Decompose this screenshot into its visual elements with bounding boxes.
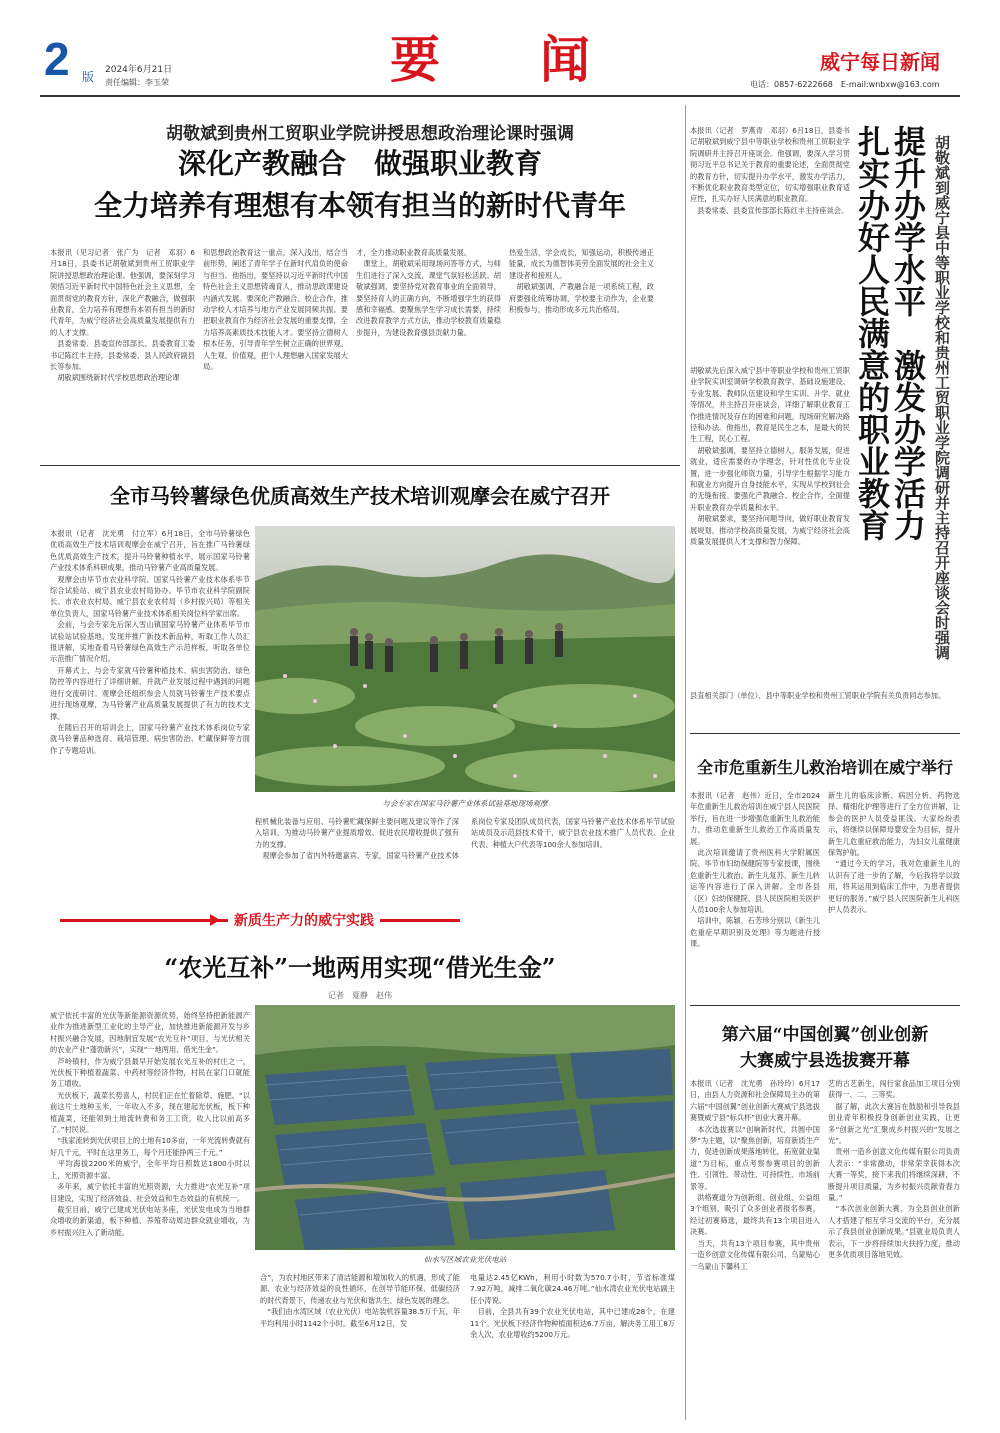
article-column-2: 艺的古艺新生、闯行家食品加工项目分别获得一、二、三等奖。 据了解，此次大赛旨在鼓励和引导我县创业青年积极投身创新创业实践，让更多“创新之光”汇聚成乡村振兴的“发展之光”。 贵州一造乡创意文化传媒有限公司负责人表示：“非常激动，非常荣幸获得本次大赛一等奖，接下来我们将继续深耕，不断提升项目质量，为乡村振兴贡献青春力量。” “本次创业创新大赛，为全县创业创新人才搭建了相互学习交流的平台，充分展示了我县创业创新成果。”县就业局负责人表示，下一步将持续加大扶持力度，推动更多优质项目落地见效。 bbox=[828, 1079, 960, 1260]
contact-info: 电话：0857-6222668 E-mail:wnbxw@163.com bbox=[750, 80, 940, 89]
article-closing-text: 县直相关部门（单位）、县中等职业学校和贵州工贸职业学院有关负责同志参加。 bbox=[690, 691, 946, 700]
potato-field-image bbox=[255, 526, 675, 792]
article-headline-2: 全力培养有理想有本领有担当的新时代青年 bbox=[93, 189, 626, 222]
article-headline: “农光互补”一地两用实现“借光生金” bbox=[164, 953, 556, 982]
article-lecture bbox=[40, 105, 680, 525]
article-column-1: 本报讯（记者 沈光勇 孙玲玲）6月17日，由县人力资源和社会保障局主办的第六届“中国创翼”创业创新大赛威宁县选拔赛暨威宁县“标兵杯”创业大赛开幕。 本次选拔赛以“创响新时代，共圆中国梦”为主题，以“聚焦创新，培育新质生产力，促进创新成果落地转化，拓宽就业渠道”为目标，重点考察参赛项目的创新性、引领性、带动性、可持续性、市场前景等。 洪格赛道分为创新组、创业组、公益组3个组别，吸引了众多创业者报名参赛，经过初赛筛选，最终共有13个项目进入决赛。 当天，共有13个项目参赛，其中贵州一造乡创意文化传媒有限公司、乌蒙贴心一乌蒙山下馨科工 bbox=[690, 1079, 820, 1271]
paper-name: 威宁每日新闻 bbox=[820, 50, 940, 74]
masthead-rule bbox=[40, 95, 960, 97]
article-lead-text: 本报讯（记者 罗燕青 邓羽）6月18日，县委书记胡敬斌到威宁县中等职业学校和贵州工贸职业学院调研并主持召开座谈会。他强调，要深入学习贯彻习近平总书记关于教育的重要论述，全面贯彻党的教育方针，切实提升办学水平，激发办学活力，不断优化职业教育类型定位，切实增强职业教育适应性，扎实办好人民满意的职业教育。 县委常委、县委宣传部部长陈红丰主持座谈会。 bbox=[690, 126, 850, 215]
article-column-3: 才，全力推动职业教育高质量发展。 课堂上，胡敬斌采用现场问答等方式，与师生们进行了深入交流，课堂气氛轻松活跃。胡敬斌强调，要坚持党对教育事业的全面领导，要坚持育人的正确方向，不断增强学生的获得感和幸福感。要聚焦学生学习成长需要，持续改进教育教学方式方法，推动学校教育质量稳步提升，为建设教育强县贡献力量。 bbox=[356, 248, 501, 337]
section-name: 要 闻 bbox=[390, 30, 590, 89]
article-column-2: 新生儿的临床诊断、病因分析、药物选择、精细化护理等进行了全方位讲解，让参会的医护人员受益匪浅。大家纷纷表示，将继续以保障母婴安全为目标，提升新生儿危重症救治能力，为妇女儿童健康保驾护航。 “通过今天的学习，我对危重新生儿的认识有了进一步的了解，今后我将学以致用，将其运用到临床工作中，为患者提供更好的服务。”威宁县人民医院新生儿科医护人员表示。 bbox=[828, 791, 960, 915]
solar-farm-photo bbox=[255, 1005, 675, 1250]
divider bbox=[40, 465, 680, 466]
article-body-mid: 合”，为农村地区带来了清洁能源和增加收入的机遇，形成了能源、农业与经济效益的良性循环，在创导节能环保、低碳经济的时代背景下，传递农业与光伏和谐共生、绿色发展的理念。 “我们由水湾区域（农业光伏）电站装机容量38.5万千瓦，年平均利用小时1142个小时。截至6月12日，发 bbox=[260, 1273, 460, 1328]
banner-label: 新质生产力的威宁实践 bbox=[228, 910, 380, 930]
potato-photo-caption: 与会专家在国家马铃薯产业体系试验基地现场观摩 bbox=[382, 799, 548, 808]
banner-arrow-icon bbox=[210, 914, 220, 926]
article-column-1: 本报讯（见习记者 张广为 记者 邓羽）6月18日，县委书记胡敬斌到贵州工贸职业学院讲授思想政治理论课。他强调，要深刻学习领悟习近平新时代中国特色社会主义思想，全面贯彻党的教育方针，深化产教融合，做强职业教育，全力培养有理想有本领有担当的新时代青年，为威宁经济社会高质量发展提供有力的人才支撑。 县委常委、县委宣传部部长、县委教育工委书记陈红丰主持，县委常委、县人民政府副县长等参加。 胡敬斌围绕新时代学校思想政治理论课 bbox=[50, 248, 195, 383]
article-column-4: 热爱生活，学会成长，知强运动，积极传递正能量，成长为德智体美劳全面发展的社会主义建设者和接班人。 胡敬斌强调，产教融合是一项系统工程，政府要强化统筹协调，学校要主动作为，企业要积极参与，推动形成多元共治格局。 bbox=[509, 248, 654, 315]
article-entrepreneurship bbox=[690, 1010, 960, 1420]
article-headline-1: 深化产教融合 做强职业教育 bbox=[177, 147, 542, 180]
article-headline-vertical-2: 扎实办好人民满意的职业教育 bbox=[853, 125, 891, 541]
issue-date: 2024年6月21日 bbox=[105, 65, 173, 75]
article-headline: 全市马铃薯绿色优质高效生产技术培训观摩会在威宁召开 bbox=[110, 484, 610, 508]
article-body-continued: 程机械化装备与应用、马铃薯贮藏保鲜主要问题及建议等作了深入培训，为推动马铃薯产业提质增效、促进农民增收提供了强有力的支撑。 观摩会参加了省内外特邀嘉宾、专家，国家马铃薯产业技术体系岗位专家及团队成员代表，国家马铃薯产业技术体系毕节试验站成员及示范县技术骨干，威宁县农业技术推广人员代表、企业代表、种植大户代表等100余人参加培训。 bbox=[255, 817, 675, 861]
article-vocational bbox=[690, 115, 960, 725]
article-byline: 记者 夏静 赵伟 bbox=[328, 991, 392, 1000]
article-solar bbox=[40, 880, 680, 1420]
article-column-2: 和思想政治教育这一重点，深入浅出，结合当前形势，阐述了青年学子在新时代肩负的使命与担当。他指出，要坚持以习近平新时代中国特色社会主义思想铸魂育人，推动思政课建设内涵式发展。要深化产教融合、校企合作，推动学校人才培养与地方产业发展同频共振。要把职业教育作为经济社会发展的重要支撑，全力培养高素质技术技能人才。要坚持立德树人根本任务，引导青年学生树立正确的世界观、人生观、价值观，把个人理想融入国家发展大局。 bbox=[203, 248, 348, 372]
editor-credit: 责任编辑：李玉荣 bbox=[105, 78, 169, 87]
article-body-right: 电量达2.45亿KWh，利用小时数为570.7小时，节省标准煤7.92万吨，减排二氧化碳24.46万吨。”仙水湾农业光伏电站副主任小涛说。 目前，全县共有39个农业光伏电站，其中已建成28个，在建11个。光伏板下经济作物种植面积达6.7万亩，解决务工用工8万余人次，农业增收约5200万元。 bbox=[470, 1273, 675, 1340]
article-body-text: 威宁依托丰富的光伏等新能源资源优势，始终坚持把新能源产业作为推进新型工业化的主导产业，加快推进新能源开发与乡村振兴融合发展，因地制宜发展“农光互补”项目，与光伏相关的农业产业“蓬勃新兴”，实现“一地两用、借光生金”。 芦岭镇村，作为威宁县最早开始发展农光互补的村庄之一，光伏板下种植着蔬菜、中药材等经济作物，村民在家门口就能务工增收。 光伏板下，蔬菜长势喜人，村民们正在忙着除草、施肥。“以前这片土地种玉米，一年收入不多，现在建起光伏板，板下种植蔬菜，还能领到土地流转费和务工工资，收入比以前高多了。”村民说。 “我家流转到光伏项目上的土地有10多亩，一年光流转费就有好几千元，平时在这里务工，每个月还能挣两三千元。” 平均海拔2200米的威宁，全年平均日照数达1800小时以上，光照资源丰富。 多年来，威宁依托丰富的光照资源，大力推进“农光互补”项目建设，实现了经济效益、社会效益和生态效益的有机统一。 截至目前，威宁已建成光伏电站多座，光伏发电成为当地群众增收的新渠道，板下种植、养殖带动周边群众就业增收，为乡村振兴注入了新动能。 bbox=[50, 1011, 250, 1237]
divider bbox=[690, 1005, 960, 1006]
article-body-text: 胡敬斌先后深入威宁县中等职业学校和贵州工贸职业学院实训室调研学校教育教学、基础设施建设、专业发展、教师队伍建设和学生实训、升学、就业等情况，并主持召开座谈会，详细了解职业教育工作推进情况及存在的困难和问题，现场研究解决路径和办法。他指出，教育是民生之本，是最大的民生工程，民心工程。 胡敬斌强调，要坚持立德树人，服务发展，促进就业，适应需要的办学理念，针对性优化专业设置，进一步强化师资力量，引导学生根据学习能力和就业方向提升自身技能水平，实现从学校到社会的无缝衔接。要强化产教融合、校企合作，全面提升职业教育办学质量和水平。 胡敬斌要求，要坚持问题导向，做好职业教育发展规划，推动学校高质量发展，为威宁经济社会高质量发展提供人才支撑和智力保障。 bbox=[690, 366, 850, 547]
article-headline-2: 大赛威宁县选拔赛开幕 bbox=[740, 1051, 910, 1071]
article-newborn bbox=[690, 740, 960, 1020]
page-number: 2 bbox=[44, 33, 70, 85]
article-body-text: 本报讯（记者 沈光勇 付立军）6月18日，全市马铃薯绿色优质高效生产技术培训观摩会在威宁召开，旨在推广马铃薯绿色优质高效生产技术，提升马铃薯种植水平，展示国家马铃薯产业技术体系科研成果，推动马铃薯产业高质量发展。 观摩会由毕节市农业科学院、国家马铃薯产业技术体系毕节综合试验站、威宁县农业农村局协办。毕节市农业科学院副院长、市农业农村局、威宁县农业农村局（乡村振兴局）等相关单位负责人，国家马铃薯产业技术体系相关岗位科学家出席。 会前，与会专家先后深入雪山镇国家马铃薯产业体系毕节市试验站试验基地，发现并推广新技术新品种，听取工作人员汇报讲解，实地查看马铃薯绿色高效生产示范样板，听取各单位示范推广情况介绍。 开幕式上，与会专家就马铃薯种植技术、病虫害防治、绿色防控等内容进行了详细讲解，并就产业发展过程中遇到的问题进行交流研讨。观摩会还组织参会人员就马铃薯生产技术要点进行现场观摩，为马铃薯产业高质量发展提供了有力的技术支撑。 在随后召开的培训会上，国家马铃薯产业技术体系岗位专家就马铃薯品种选育、栽培管理、病虫害防治、贮藏保鲜等方面作了专题培训。 bbox=[50, 529, 250, 755]
solar-photo-caption: 仙水写区域农业光伏电站 bbox=[423, 1255, 507, 1264]
article-kicker: 胡敬斌到贵州工贸职业学院讲授思想政治理论课时强调 bbox=[166, 124, 574, 144]
solar-farm-image bbox=[255, 1005, 675, 1250]
article-kicker-vertical: 胡敬斌到威宁县中等职业学校和贵州工贸职业学院调研并主持召开座谈会时强调 bbox=[933, 135, 951, 660]
article-headline: 全市危重新生儿救治培训在威宁举行 bbox=[696, 758, 953, 777]
column-divider bbox=[685, 105, 686, 1420]
series-banner bbox=[60, 910, 460, 930]
article-column-1: 本报讯（记者 赵伟）近日，全市2024年危重新生儿救治培训在威宁县人民医院举行，旨在进一步增强危重新生儿救治能力，推动危重新生儿救治工作高质量发展。 此次培训邀请了贵州医科大学附属医院、毕节市妇幼保健院等专家授课，围绕危重新生儿救治、新生儿复苏、新生儿转运等内容进行了深入讲解。全市各县（区）妇幼保健院、县人民医院相关医护人员100余人参加培训。 培训中，陈颖、石芳珍分别以《新生儿危重症早期识别及处理》等为题进行授课。 bbox=[690, 791, 820, 949]
article-headline-vertical-1: 提升办学水平 激发办学活力 bbox=[889, 125, 927, 541]
masthead bbox=[0, 0, 1000, 100]
divider bbox=[690, 733, 960, 734]
article-potato bbox=[40, 470, 680, 880]
article-headline-1: 第六届“中国创翼”创业创新 bbox=[721, 1025, 929, 1045]
potato-field-photo bbox=[255, 526, 675, 792]
page-suffix: 版 bbox=[82, 70, 95, 84]
